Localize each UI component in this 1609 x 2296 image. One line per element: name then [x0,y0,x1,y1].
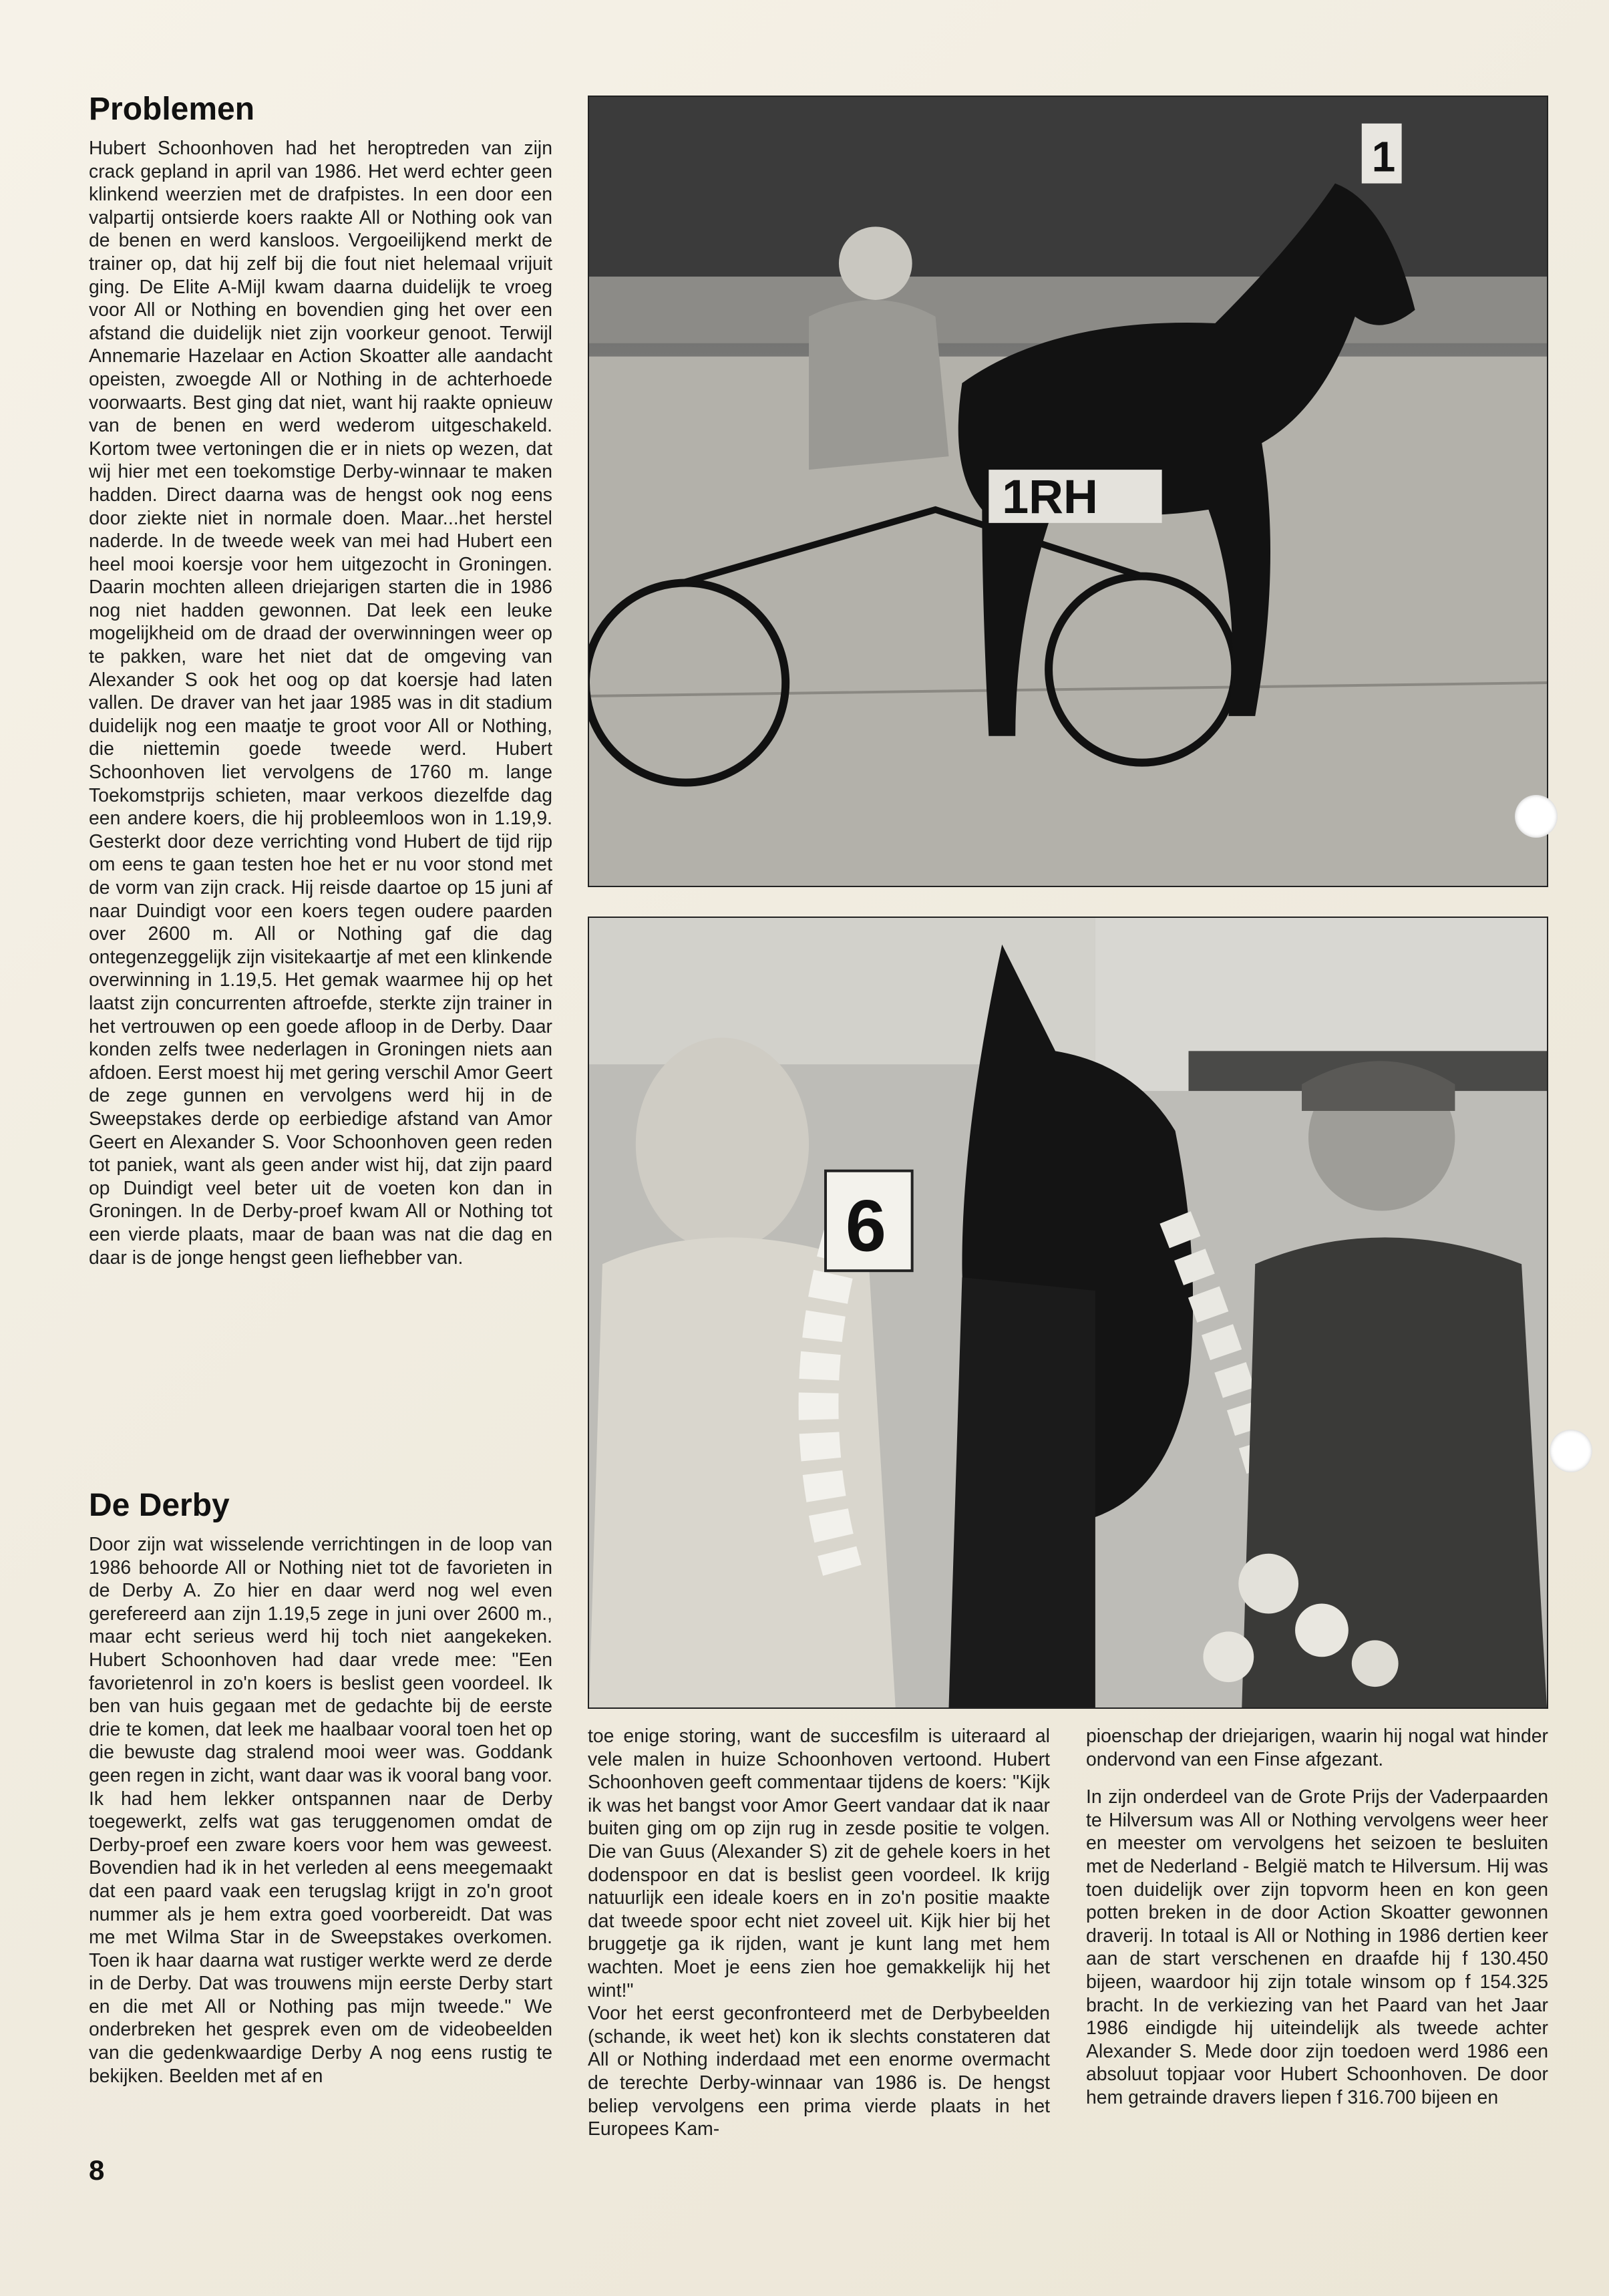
heading-problemen: Problemen [89,92,255,127]
derby-winner-image [589,918,1547,1707]
column-middle [588,1725,1050,2139]
body-text: Door zijn wat wisselende verrichtingen in de loop van 1986 behoorde All or Nothing niet tot de favorieten in de Derby A. Zo hier en daar werd nog wel even gerefereerd aan zijn 1.19,5 zege in juni over 2600 m., maar echt serieus werd hij toch niet aangekeken. Hubert Schoonhoven had daar vrede mee: "Een favorietenrol in zo'n koers is beslist geen voordeel. Ik ben van huis gegaan met de gedachte bij de eerste drie te komen, dat leek me haalbaar vooral toen het op die bewuste dag stralend mooi weer was. Goddank geen regen in zicht, want daar was ik vooral bang voor. Ik had hem lekker ontspannen naar de Derby toegewerkt, zelfs wat gas teruggenomen omdat de Derby-proef een zware koers voor hem was geweest. Bovendien had ik in het verleden al eens meegemaakt dat een paard vaak een terugslag krijgt in zo'n groot nummer als je hem extra goed voorbereidt. Dat was me met Wilma Star in de Sweepstakes overkomen. Toen ik haar daarna wat rustiger werkte werd ze derde in de Derby. Dat was trouwens mijn eerste Derby start en die met All or Nothing pas mijn tweede." We onderbreken het gesprek even om de videobeelden van die gedenkwaardige Derby A nog eens rustig te bekijken. Beelden met af en [89,1534,552,2087]
body-text: toe enige storing, want de succesfilm is uiteraard al vele malen in huize Schoonhoven vertoond. Hubert Schoonhoven geeft commentaar tijdens de koers: "Kijk ik was het bangst voor Amor Geert vandaar dat ik naar buiten ging om op zijn rug in zesde positie te volgen. Die van Guus (Alexander S) zit de gehele koers in het dodenspoor en dat is beslist geen voordeel. Ik krijg natuurlijk een ideale koers en in zo'n positie maakte dat tweede spoor echt niet zoveel uit. Kijk hier bij het bruggetje ga ik rijden, want je kunt lang met hem wachten. Moet je eens zien hoe gemakkelijk hij het wint!" [588,1726,1050,2001]
number-card: 6 [845,1185,886,1267]
saddle-number: 1 [1371,132,1396,181]
harness-race-image [589,97,1547,886]
page-number: 8 [89,2154,105,2186]
body-text: In zijn onderdeel van de Grote Prijs der Vaderpaarden te Hilversum was All or Nothing vervolgens weer heer en meester om vervolgens het seizoen te besluiten met de Nederland - België match te Hilversum. Hij was toen duidelijk over zijn topvorm heen en kon geen potten breken in de door Action Skoatter gewonnen draverij. In totaal is All or Nothing in 1986 dertien keer aan de start verschenen en draafde hij f 130.450 bijeen, waardoor hij zijn totale winsom op f 154.325 bracht. In de verkiezing van het Paard van het Jaar 1986 eindigde hij uiteindelijk als tweede achter Alexander S. Mede door zijn toedoen werd 1986 een absoluut topjaar voor Hubert Schoonhoven. De door hem getrainde dravers liepen f 316.700 bijeen en [1086,1786,1548,2108]
heading-de-derby: De Derby [89,1488,230,1523]
photo-derby-winner [588,917,1548,1709]
body-text: Hubert Schoonhoven had het heroptreden van zijn crack gepland in april van 1986. Het werd echter geen klinkend weerzien met de drafpistes. In een door een valpartij ontsierde koers raakte All or Nothing ook van de benen en werd kansloos. Vergoeilijkend merkt de trainer op, dat hij zelf bij die fout niet helemaal vrijuit ging. De Elite A-Mijl kwam daarna duidelijk te vroeg voor All or Nothing en bovendien ging het over een afstand die duidelijk niet zijn voorkeur genoot. Terwijl Annemarie Hazelaar en Action Skoatter alle aandacht opeisten, zwoegde All or Nothing in de achterhoede voorwaarts. Best ging dat niet, want hij raakte opnieuw van de benen en werd wederom uitgeschakeld. Kortom twee vertoningen die er in niets op wezen, dat wij hier met een toekomstige Derby-winnaar te maken hadden. Direct daarna was de hengst ook nog eens door ziekte niet in normale doen. Maar...het herstel naderde. In de tweede week van mei had Hubert een heel mooi koersje voor hem uitgezocht in Groningen. Daarin mochten alleen driejarigen starten die in 1986 nog niet hadden gewonnen. Dat leek een leuke mogelijkheid om de draad der overwinningen weer op te pakken, ware het niet dat de omgeving van Alexander S ook het oog op dat koersje had laten vallen. De draver van het jaar 1985 was in dit stadium duidelijk nog een maatje te groot voor All or Nothing, die niettemin goede tweede werd. Hubert Schoonhoven liet vervolgens de 1760 m. lange Toekomstprijs schieten, maar verkoos diezelfde dag een andere koers, die hij probleemloos won in 1.19,9. Gesterkt door deze verrichting vond Hubert de tijd rijp om eens te gaan testen hoe het er nu voor stond met de vorm van zijn crack. Hij reisde daartoe op 15 juni af naar Duindigt voor een koers tegen oudere paarden over 2600 m. All or Nothing gaf die dag ontegenzeggelijk zijn visitekaartje af met een klinkende overwinning in 1.19,5. Het gemak waarmee hij op het laatst zijn concurrenten aftroefde, sterkte zijn trainer in het vertrouwen op een goede afloop in de Derby. Daar konden zelfs twee nederlagen in Groningen niets aan afdoen. Eerst moest hij met gering verschil Amor Geert de zege gunnen en vervolgens werd hij in de Sweepstakes derde op eerbiedige afstand van Amor Geert en Alexander S. Voor Schoonhoven geen reden tot paniek, want als geen ander wist hij, dat zijn paard op Duindigt veel beter uit de voeten kon dan in Groningen. In de Derby-proef kwam All or Nothing tot een vierde plaats, maar de baan was nat die dag en daar is de jonge hengst geen liefhebber van. [89,138,552,1269]
photo-harness-race [588,96,1548,887]
body-text: pioenschap der driejarigen, waarin hij nogal wat hinder ondervond van een Finse afgezant. [1086,1726,1548,1770]
column-derby [89,1533,552,2134]
column-right [1086,1725,1548,2139]
punch-hole [1515,795,1558,838]
punch-hole [1550,1430,1592,1472]
column-problemen [89,137,552,1463]
body-text: Voor het eerst geconfronteerd met de Derbybeelden (schande, ik weet het) kon ik slechts constateren dat All or Nothing inderdaad met een enorme overmacht de terechte Derby-winnaar van 1986 is. De hengst beliep vervolgens een prima vierde plaats in het Europees Kam- [588,2003,1050,2139]
bib-text: 1RH [1002,470,1098,524]
